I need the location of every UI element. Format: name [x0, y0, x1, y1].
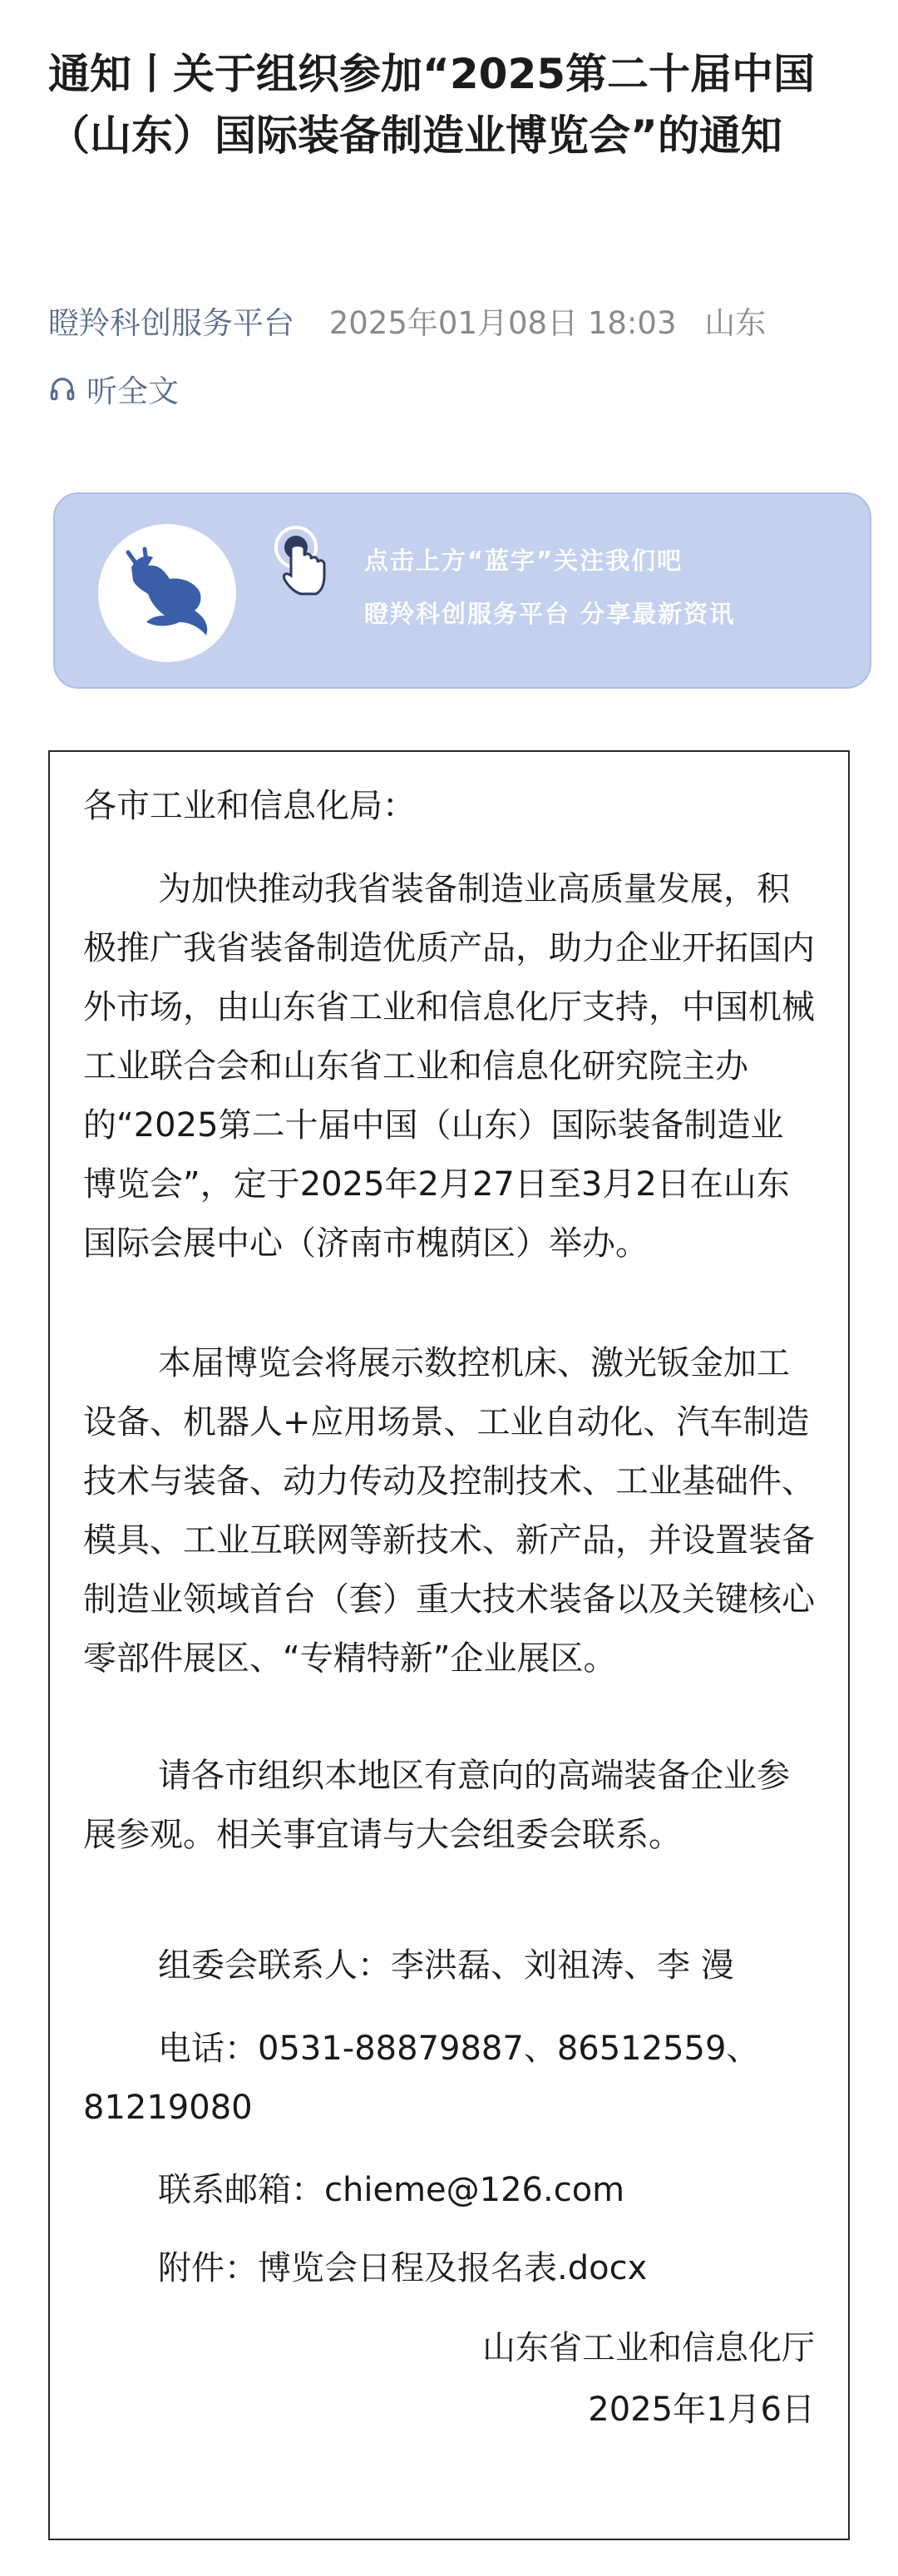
attachment-link[interactable]: 附件：博览会日程及报名表.docx	[158, 2249, 648, 2287]
contact-persons: 组委会联系人：李洪磊、刘祖涛、李 漫	[158, 1946, 734, 1985]
follow-banner[interactable]	[53, 492, 871, 689]
account-name-link[interactable]: 瞪羚科创服务平台	[48, 305, 294, 341]
notice-document	[48, 750, 850, 2540]
contact-email: 联系邮箱：chieme@126.com	[158, 2171, 625, 2209]
signature-organization: 山东省工业和信息化厅	[482, 2329, 815, 2367]
article-title: 通知丨关于组织参加“2025第二十届中国（山东）国际装备制造业博览会”的通知	[48, 50, 816, 160]
body-paragraph-1: 为加快推动我省装备制造业高质量发展，积极推广我省装备制造优质产品，助力企业开拓国内外市场，由山东省工业和信息化厅支持，中国机械工业联合会和山东省工业和信息化研究院主办的“2025第二十届中国（山东）国际装备制造业博览会”，定于2025年2月27日至3月2日在山东国际会展中心（济南市槐荫区）举办。	[83, 870, 815, 1263]
article-meta	[48, 298, 766, 343]
body-paragraph-3: 请各市组织本地区有意向的高端装备企业参展参观。相关事宜请与大会组委会联系。	[83, 1757, 790, 1854]
signature-date: 2025年1月6日	[588, 2391, 815, 2429]
publish-date: 2025年01月08日 18:03	[328, 305, 677, 341]
headphones-icon	[48, 374, 76, 403]
salutation: 各市工业和信息化局：	[83, 787, 416, 825]
body-paragraph-2: 本届博览会将展示数控机床、激光钣金加工设备、机器人+应用场景、工业自动化、汽车制造技术与装备、动力传动及控制技术、工业基础件、模具、工业互联网等新技术、新产品，并设置装备制造业领域首台（套）重大技术装备以及关键核心零部件展区、“专精特新”企业展区。	[83, 1344, 815, 1678]
listen-full-text-button[interactable]	[48, 366, 179, 411]
pointer-hand-icon	[273, 524, 331, 602]
publish-location: 山东	[704, 305, 767, 341]
contact-phone: 电话：0531-88879887、86512559、81219080	[83, 2030, 760, 2127]
listen-label: 听全文	[86, 373, 179, 409]
banner-follow-text: 点击上方“蓝字”关注我们吧	[364, 546, 683, 575]
banner-subtitle-text: 瞪羚科创服务平台 分享最新资讯	[364, 600, 736, 628]
gazelle-logo	[98, 524, 236, 662]
